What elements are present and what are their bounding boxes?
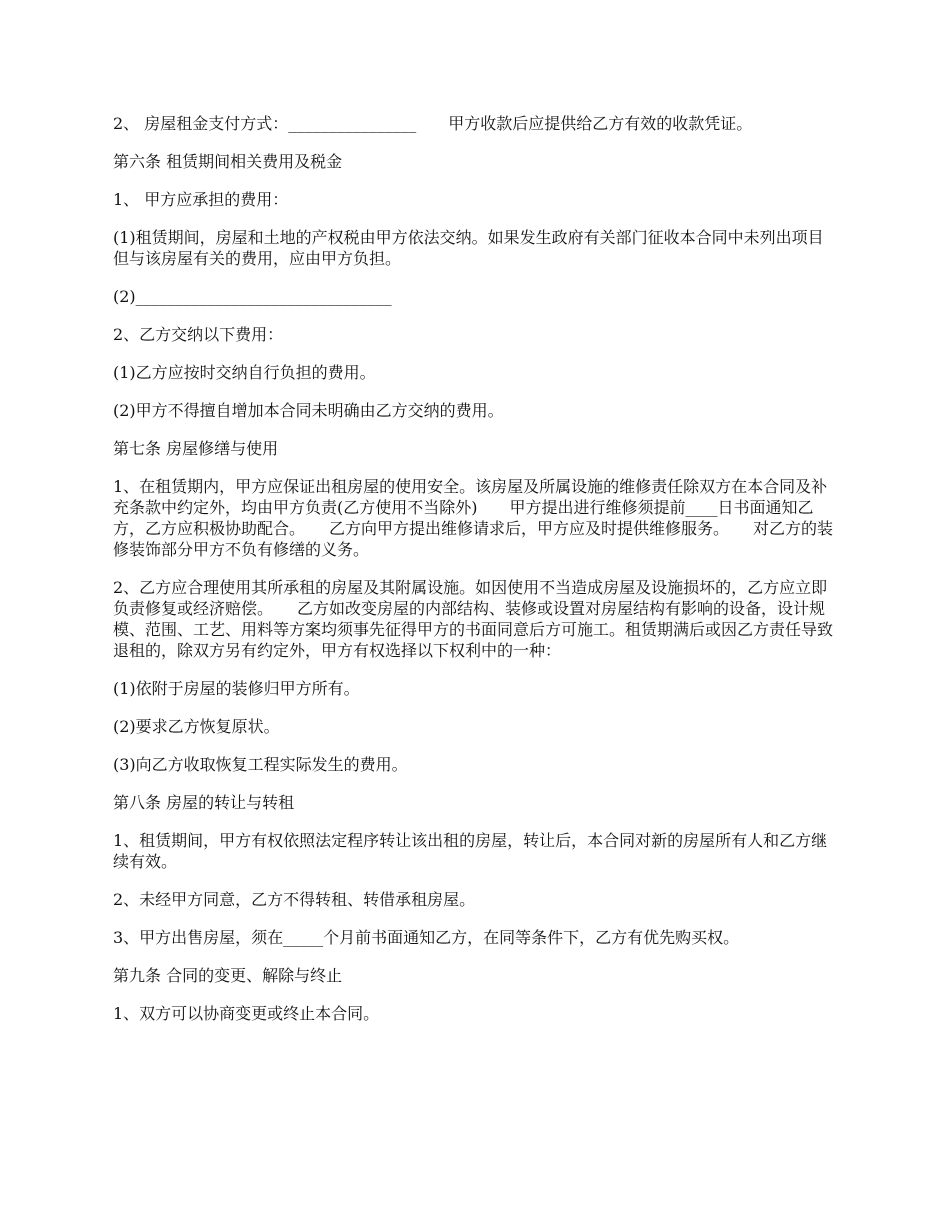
article-6-item-1-sub-2: (2)________________________________ (113, 287, 392, 306)
article-6-item-2-sub-1: (1)乙方应按时交纳自行负担的费用。 (113, 363, 376, 382)
article-7-item-2-sub-3: (3)向乙方收取恢复工程实际发生的费用。 (113, 755, 408, 774)
article-8-item-2: 2、未经甲方同意，乙方不得转租、转借承租房屋。 (113, 890, 476, 909)
article-6-item-2-sub-2: (2)甲方不得擅自增加本合同未明确由乙方交纳的费用。 (113, 401, 504, 420)
article-8-item-1: 1、租赁期间，甲方有权依照法定程序转让该出租的房屋，转让后，本合同对新的房屋所有人和乙方继续有效。 (113, 831, 828, 871)
article-9-heading: 第九条 合同的变更、解除与终止 (113, 966, 343, 985)
document-body (113, 113, 838, 1041)
article-6-item-2: 2、乙方交纳以下费用： (113, 325, 284, 344)
article-8-heading: 第八条 房屋的转让与转租 (113, 793, 295, 812)
article-6-item-1-sub-1: (1)租赁期间，房屋和土地的产权税由甲方依法交纳。如果发生政府有关部门征收本合同中未列出项目但与该房屋有关的费用，应由甲方负担。 (113, 228, 824, 268)
article-7-item-2: 2、乙方应合理使用其所承租的房屋及其附属设施。如因使用不当造成房屋及设施损坏的，乙方应立即负责修复或经济赔偿。 乙方如改变房屋的内部结构、装修或设置对房屋结构有影响的设备，设计规模、范围、工艺、用料等方案均须事先征得甲方的书面同意后方可施工。租赁期满后或因乙方责任导致退租的，除双方另有约定外，甲方有权选择以下权利中的一种： (113, 578, 834, 660)
article-7-item-2-sub-2: (2)要求乙方恢复原状。 (113, 717, 280, 736)
article-9-item-1: 1、双方可以协商变更或终止本合同。 (113, 1004, 380, 1023)
payment-method-clause: 2、 房屋租金支付方式：________________ 甲方收款后应提供给乙方有效的收款凭证。 (113, 114, 753, 133)
article-6-item-1: 1、 甲方应承担的费用： (113, 190, 289, 209)
article-8-item-3: 3、甲方出售房屋，须在_____个月前书面通知乙方，在同等条件下，乙方有优先购买权。 (113, 928, 740, 947)
article-7-heading: 第七条 房屋修缮与使用 (113, 439, 279, 458)
article-7-item-2-sub-1: (1)依附于房屋的装修归甲方所有。 (113, 679, 360, 698)
article-7-item-1: 1、在租赁期内，甲方应保证出租房屋的使用安全。该房屋及所属设施的维修责任除双方在本合同及补充条款中约定外，均由甲方负责(乙方使用不当除外) 甲方提出进行维修须提前____日书面通知乙方，乙方应积极协助配合。 乙方向甲方提出维修请求后，甲方应及时提供维修服务。 对乙方的装修装饰部分甲方不负有修缮的义务。 (113, 477, 834, 559)
article-6-heading: 第六条 租赁期间相关费用及税金 (113, 152, 343, 171)
